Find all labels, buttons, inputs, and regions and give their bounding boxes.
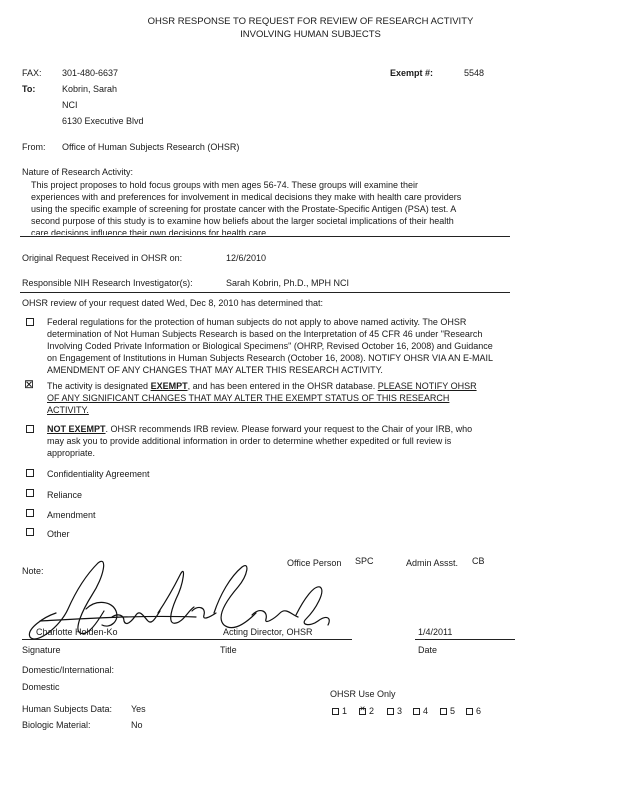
exempt-line2: OF ANY SIGNIFICANT CHANGES THAT MAY ALTER THE EXEMPT STATUS OF THIS RESEARCH <box>47 393 450 403</box>
date-label: Date <box>418 645 438 655</box>
exempt-text: , and has been entered in the OHSR database. <box>187 381 378 391</box>
use-box-label: 6 <box>476 706 482 716</box>
nature-line: using the specific example of screening for prostate cancer with the Prostate-Specific Antigen (PSA) test. A <box>31 204 457 214</box>
title-label: Title <box>220 645 237 655</box>
fax-label: FAX: <box>22 68 42 78</box>
confidentiality-label: Confidentiality Agreement <box>47 469 150 479</box>
federal-line: Federal regulations for the protection of human subjects do not apply to above named activity. The OHSR <box>47 317 467 327</box>
exempt-number-value: 5548 <box>464 68 485 78</box>
exempt-notify: PLEASE NOTIFY OHSR <box>377 381 477 391</box>
federal-line: on Engagement of Institutions in Human Subjects Research (October 16, 2008). NOTIFY OHSR VIA AN E-MAIL <box>47 353 494 363</box>
federal-line: Involving Coded Private Information or Biological Specimens" (OHRP, Revised October 16, 2008) and Guidance <box>47 341 493 351</box>
admin-assistant-value: CB <box>472 556 485 566</box>
use-box-2-mark: ✕ <box>359 706 366 713</box>
exempt-line3: ACTIVITY. <box>47 405 89 415</box>
note-label: Note: <box>22 566 44 576</box>
exempt-line1 <box>47 381 477 391</box>
nature-label: Nature of Research Activity: <box>22 167 134 177</box>
federal-line: determination of Not Human Subjects Research is based on the Interpretation of 45 CFR 46 under "Research <box>47 329 483 339</box>
not-exempt-keyword: NOT EXEMPT <box>47 424 106 434</box>
other-label: Other <box>47 529 70 539</box>
signature-label: Signature <box>22 645 61 655</box>
to-label: To: <box>22 84 36 94</box>
biologic-material-label: Biologic Material: <box>22 720 91 730</box>
use-box-label: 4 <box>423 706 429 716</box>
federal-line: AMENDMENT OF ANY CHANGES THAT MAY ALTER THIS RESEARCH ACTIVITY. <box>47 365 383 375</box>
review-statement: OHSR review of your request dated Wed, Dec 8, 2010 has determined that: <box>22 298 323 308</box>
use-box-3[interactable] <box>387 708 394 715</box>
ohsr-use-only-label: OHSR Use Only <box>330 689 396 699</box>
exempt-number-label: Exempt #: <box>390 68 434 78</box>
office-person-label: Office Person <box>287 558 342 568</box>
fax-value: 301-480-6637 <box>62 68 119 78</box>
exempt-keyword: EXEMPT <box>150 381 188 391</box>
date-line <box>415 639 515 640</box>
investigator-value: Sarah Kobrin, Ph.D., MPH NCI <box>226 278 350 288</box>
use-box-1[interactable] <box>332 708 339 715</box>
not-exempt-text: . OHSR recommends IRB review. Please forward your request to the Chair of your IRB, who <box>105 424 473 434</box>
use-box-label: 5 <box>450 706 456 716</box>
to-name: Kobrin, Sarah <box>62 84 118 94</box>
use-box-4[interactable] <box>413 708 420 715</box>
domestic-label: Domestic/International: <box>22 665 115 675</box>
amendment-label: Amendment <box>47 510 96 520</box>
investigator-label: Responsible NIH Research Investigator(s): <box>22 278 193 288</box>
use-box-label: 1 <box>342 706 348 716</box>
exempt-text: The activity is designated <box>47 381 151 391</box>
nature-line: This project proposes to hold focus groups with men ages 56-74. These groups will examine their <box>31 180 419 190</box>
exempt-checkbox-checked[interactable]: ⊠ <box>24 377 35 391</box>
signer-name: Charlotte Holden-Ko <box>36 627 118 637</box>
signer-title: Acting Director, OHSR <box>223 627 313 637</box>
not-exempt-line2: may ask you to provide additional information in order to determine whether expedited or full review is <box>47 436 452 446</box>
use-box-5[interactable] <box>440 708 447 715</box>
form-title-line1: OHSR RESPONSE TO REQUEST FOR REVIEW OF RESEARCH ACTIVITY <box>147 16 474 27</box>
to-address: 6130 Executive Blvd <box>62 116 144 126</box>
use-box-6[interactable] <box>466 708 473 715</box>
reliance-checkbox[interactable] <box>26 489 34 497</box>
office-person-value: SPC <box>355 556 374 566</box>
from-label: From: <box>22 142 46 152</box>
other-checkbox[interactable] <box>26 528 34 536</box>
reliance-label: Reliance <box>47 490 83 500</box>
signature-line <box>22 639 352 640</box>
human-subjects-data-value: Yes <box>131 704 146 714</box>
investigator-divider <box>20 292 510 293</box>
domestic-value: Domestic <box>22 682 60 692</box>
biologic-material-value: No <box>131 720 143 730</box>
human-subjects-data-label: Human Subjects Data: <box>22 704 113 714</box>
form-title-line2: INVOLVING HUMAN SUBJECTS <box>240 29 381 40</box>
nature-line: experiences with and preferences for involvement in medical decisions they make with health care providers <box>31 192 462 202</box>
to-organization: NCI <box>62 100 78 110</box>
handwritten-signature <box>16 555 346 655</box>
use-box-label: 2 <box>369 706 375 716</box>
from-value: Office of Human Subjects Research (OHSR) <box>62 142 240 152</box>
nature-line: care decisions influence their own decisions for health care. <box>31 228 269 235</box>
use-box-label: 3 <box>397 706 403 716</box>
received-label: Original Request Received in OHSR on: <box>22 253 183 263</box>
not-exempt-checkbox[interactable] <box>26 425 34 433</box>
signature-date: 1/4/2011 <box>418 627 453 637</box>
not-exempt-line3: appropriate. <box>47 448 96 458</box>
not-exempt-line1 <box>47 424 472 434</box>
confidentiality-checkbox[interactable] <box>26 469 34 477</box>
admin-assistant-label: Admin Assst. <box>406 558 459 568</box>
nature-divider <box>20 236 510 237</box>
received-value: 12/6/2010 <box>226 253 267 263</box>
nature-line: second purpose of this study is to examine how beliefs about the larger societal implications of their health <box>31 216 454 226</box>
amendment-checkbox[interactable] <box>26 509 34 517</box>
federal-regulations-checkbox[interactable] <box>26 318 34 326</box>
